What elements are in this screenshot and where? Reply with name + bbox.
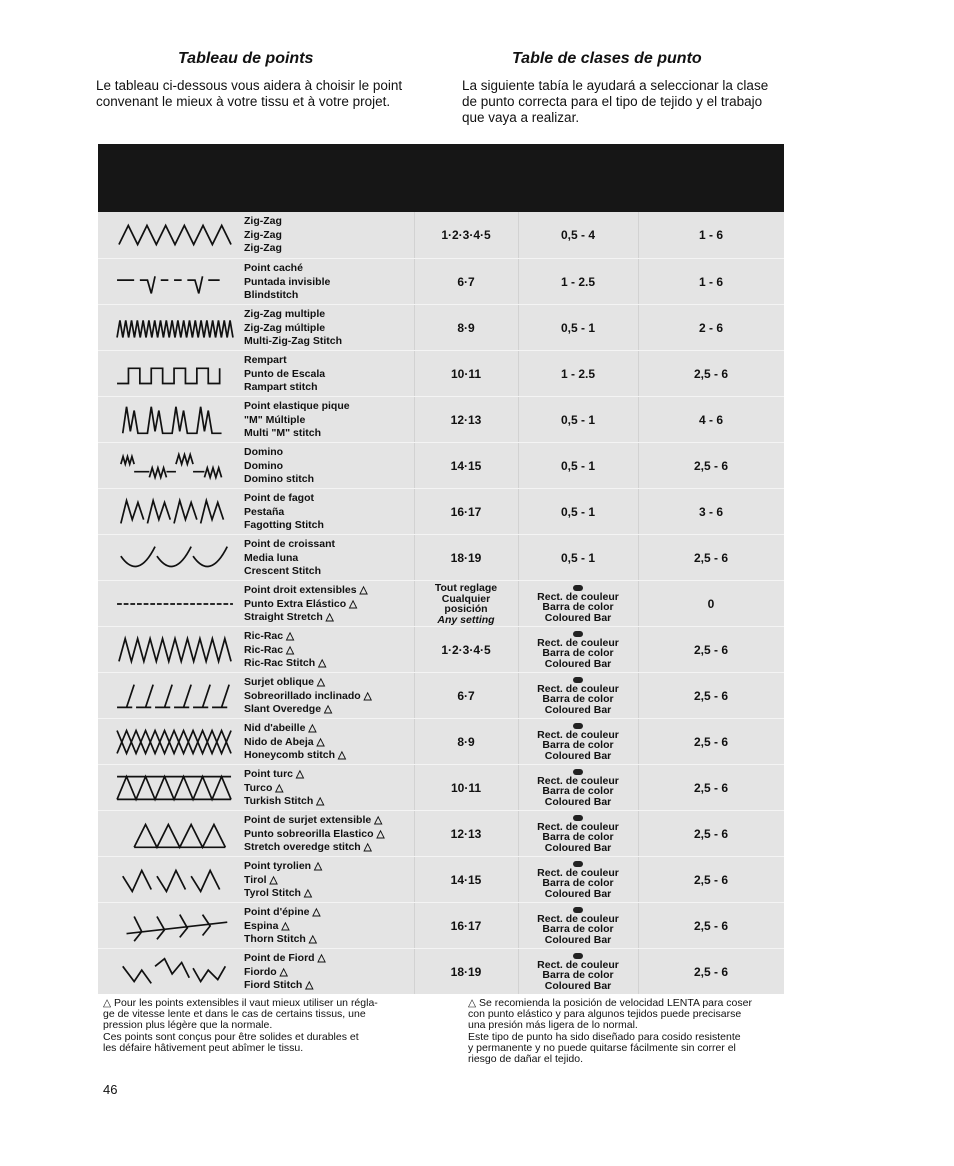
stitch-width: 2,5 - 6 bbox=[693, 459, 729, 473]
left-heading: Tableau de points bbox=[178, 50, 314, 67]
stitch-width: 1 - 6 bbox=[698, 275, 723, 289]
table-header-band bbox=[98, 144, 784, 212]
table-row bbox=[98, 488, 784, 535]
stitch-length: 0,5 - 1 bbox=[560, 459, 596, 473]
fiord-stitch-icon bbox=[110, 953, 240, 991]
stitch-width: 3 - 6 bbox=[698, 505, 723, 519]
footnote-right: △ Se recomienda la posición de velocidad LENTA para coser con punto elástico y para algunos tejidos puede precisarse una presión más ligera de lo normal. Este tipo de punto ha sido diseñado para cosido resistente y permanente y no puede quitarse fácilmente sin correr el riesgo de dañar el tejido. bbox=[468, 997, 752, 1066]
table-row bbox=[98, 902, 784, 949]
stitch-names: Point d'épine △ Espina △ Thorn Stitch △ bbox=[244, 906, 321, 945]
table-row bbox=[98, 396, 784, 443]
honeycomb-stitch-icon bbox=[110, 723, 240, 761]
table-row bbox=[98, 580, 784, 627]
pattern-setting: 18·19 bbox=[450, 965, 482, 979]
stitch-names: Ric-Rac △ Ric-Rac △ Ric-Rac Stitch △ bbox=[244, 630, 327, 669]
pattern-setting: 8·9 bbox=[457, 321, 475, 335]
pattern-setting: 6·7 bbox=[457, 275, 475, 289]
zigzag-stitch-icon bbox=[110, 216, 240, 254]
stitch-names: Point elastique pique "M" Múltiple Multi "M" stitch bbox=[244, 400, 350, 439]
coloured-bar-icon bbox=[573, 769, 583, 775]
rampart-stitch-icon bbox=[110, 355, 240, 393]
stitch-length: Rect. de couleur Barra de color Coloured Bar bbox=[518, 719, 638, 765]
slant-overedge-stitch-icon bbox=[110, 677, 240, 715]
pattern-setting: 1·2·3·4·5 bbox=[441, 228, 491, 242]
stretch-overedge-stitch-icon bbox=[110, 815, 240, 853]
stitch-names: Nid d'abeille △ Nido de Abeja △ Honeycomb stitch △ bbox=[244, 722, 347, 761]
pattern-setting: 16·17 bbox=[450, 919, 482, 933]
pattern-setting: 12·13 bbox=[450, 827, 482, 841]
stitch-length: Rect. de couleur Barra de color Coloured Bar bbox=[518, 903, 638, 949]
pattern-setting: 14·15 bbox=[450, 459, 482, 473]
stitch-table bbox=[98, 212, 784, 994]
stitch-width: 2,5 - 6 bbox=[693, 551, 729, 565]
multi-zigzag-stitch-icon bbox=[110, 309, 240, 347]
stitch-length: Rect. de couleur Barra de color Coloured Bar bbox=[518, 581, 638, 627]
stitch-names: Point turc △ Turco △ Turkish Stitch △ bbox=[244, 768, 325, 807]
pattern-setting: 1·2·3·4·5 bbox=[441, 643, 491, 657]
coloured-bar-icon bbox=[573, 815, 583, 821]
table-row bbox=[98, 442, 784, 489]
coloured-bar-icon bbox=[573, 631, 583, 637]
table-row bbox=[98, 350, 784, 397]
stitch-width: 2 - 6 bbox=[698, 321, 723, 335]
stitch-width: 2,5 - 6 bbox=[693, 873, 729, 887]
multi-m-stitch-icon bbox=[110, 401, 240, 439]
stitch-names: Point caché Puntada invisible Blindstitch bbox=[244, 262, 331, 301]
stitch-length: 0,5 - 1 bbox=[560, 321, 596, 335]
stitch-length: Rect. de couleur Barra de color Coloured Bar bbox=[518, 949, 638, 995]
stitch-names: Point de Fiord △ Fiordo △ Fiord Stitch △ bbox=[244, 952, 326, 991]
stitch-length: Rect. de couleur Barra de color Coloured Bar bbox=[518, 857, 638, 903]
table-row bbox=[98, 718, 784, 765]
page-number: 46 bbox=[103, 1082, 118, 1097]
stitch-length: 0,5 - 1 bbox=[560, 413, 596, 427]
pattern-setting: 6·7 bbox=[457, 689, 475, 703]
stitch-names: Point de fagot Pestaña Fagotting Stitch bbox=[244, 492, 324, 531]
table-row bbox=[98, 948, 784, 995]
pattern-setting: Tout reglage Cualquier posición Any setting bbox=[434, 582, 498, 626]
stitch-length: 0,5 - 4 bbox=[560, 228, 596, 242]
thorn-stitch-icon bbox=[110, 907, 240, 945]
fagoting-stitch-icon bbox=[110, 493, 240, 531]
pattern-setting: 18·19 bbox=[450, 551, 482, 565]
table-row bbox=[98, 258, 784, 305]
straight-stretch-stitch-icon bbox=[110, 585, 240, 623]
stitch-length: 1 - 2.5 bbox=[560, 367, 596, 381]
coloured-bar-icon bbox=[573, 907, 583, 913]
crescent-stitch-icon bbox=[110, 539, 240, 577]
stitch-length: 1 - 2.5 bbox=[560, 275, 596, 289]
coloured-bar-icon bbox=[573, 677, 583, 683]
domino-stitch-icon bbox=[110, 447, 240, 485]
stitch-width: 2,5 - 6 bbox=[693, 367, 729, 381]
pattern-setting: 16·17 bbox=[450, 505, 482, 519]
left-intro: Le tableau ci-dessous vous aidera à choisir le point convenant le mieux à votre tissu et à votre projet. bbox=[96, 78, 403, 109]
turkish-stitch-icon bbox=[110, 769, 240, 807]
stitch-names: Point tyrolien △ Tirol △ Tyrol Stitch △ bbox=[244, 860, 323, 899]
stitch-names: Point de surjet extensible △ Punto sobreorilla Elastico △ Stretch overedge stitch △ bbox=[244, 814, 385, 853]
stitch-names: Zig-Zag multiple Zig-Zag múltiple Multi-Zig-Zag Stitch bbox=[244, 308, 342, 347]
pattern-setting: 14·15 bbox=[450, 873, 482, 887]
stitch-names: Point de croissant Media luna Crescent Stitch bbox=[244, 538, 336, 577]
stitch-width: 2,5 - 6 bbox=[693, 643, 729, 657]
stitch-names: Surjet oblique △ Sobreorillado inclinado △ Slant Overedge △ bbox=[244, 676, 372, 715]
table-row bbox=[98, 534, 784, 581]
stitch-names: Point droit extensibles △ Punto Extra Elástico △ Straight Stretch △ bbox=[244, 584, 368, 623]
blind-stitch-icon bbox=[110, 263, 240, 301]
stitch-width: 2,5 - 6 bbox=[693, 689, 729, 703]
stitch-width: 2,5 - 6 bbox=[693, 919, 729, 933]
pattern-setting: 8·9 bbox=[457, 735, 475, 749]
ric-rac-stitch-icon bbox=[110, 631, 240, 669]
coloured-bar-icon bbox=[573, 861, 583, 867]
pattern-setting: 12·13 bbox=[450, 413, 482, 427]
stitch-width: 1 - 6 bbox=[698, 228, 723, 242]
pattern-setting: 10·11 bbox=[450, 781, 482, 795]
stitch-names: Rempart Punto de Escala Rampart stitch bbox=[244, 354, 326, 393]
tyrol-stitch-icon bbox=[110, 861, 240, 899]
stitch-length: Rect. de couleur Barra de color Coloured Bar bbox=[518, 765, 638, 811]
stitch-width: 2,5 - 6 bbox=[693, 965, 729, 979]
stitch-width: 2,5 - 6 bbox=[693, 781, 729, 795]
coloured-bar-icon bbox=[573, 585, 583, 591]
stitch-names: Zig-Zag Zig-Zag Zig-Zag bbox=[244, 215, 282, 254]
table-row bbox=[98, 672, 784, 719]
table-row bbox=[98, 212, 784, 258]
table-row bbox=[98, 856, 784, 903]
stitch-names: Domino Domino Domino stitch bbox=[244, 446, 314, 485]
footnote-left: △ Pour les points extensibles il vaut mieux utiliser un régla- ge de vitesse lente et dans le cas de certains tissus, une pression plus légère que la normale. Ces points sont conçus pour être solides et durables et les défaire hâtivement peut abîmer le tissu. bbox=[103, 997, 378, 1054]
pattern-setting: 10·11 bbox=[450, 367, 482, 381]
stitch-length: Rect. de couleur Barra de color Coloured Bar bbox=[518, 627, 638, 673]
stitch-length: Rect. de couleur Barra de color Coloured Bar bbox=[518, 673, 638, 719]
coloured-bar-icon bbox=[573, 723, 583, 729]
stitch-width: 4 - 6 bbox=[698, 413, 723, 427]
table-row bbox=[98, 810, 784, 857]
table-row bbox=[98, 304, 784, 351]
right-heading: Table de clases de punto bbox=[512, 50, 702, 67]
table-row bbox=[98, 764, 784, 811]
stitch-width: 2,5 - 6 bbox=[693, 827, 729, 841]
stitch-length: 0,5 - 1 bbox=[560, 551, 596, 565]
stitch-length: Rect. de couleur Barra de color Coloured Bar bbox=[518, 811, 638, 857]
coloured-bar-icon bbox=[573, 953, 583, 959]
stitch-width: 0 bbox=[707, 597, 715, 611]
table-row bbox=[98, 626, 784, 673]
right-intro: La siguiente tabía le ayudará a seleccionar la clase de punto correcta para el tipo de tejido y el trabajo que vaya a realizar. bbox=[462, 78, 769, 125]
stitch-width: 2,5 - 6 bbox=[693, 735, 729, 749]
stitch-length: 0,5 - 1 bbox=[560, 505, 596, 519]
